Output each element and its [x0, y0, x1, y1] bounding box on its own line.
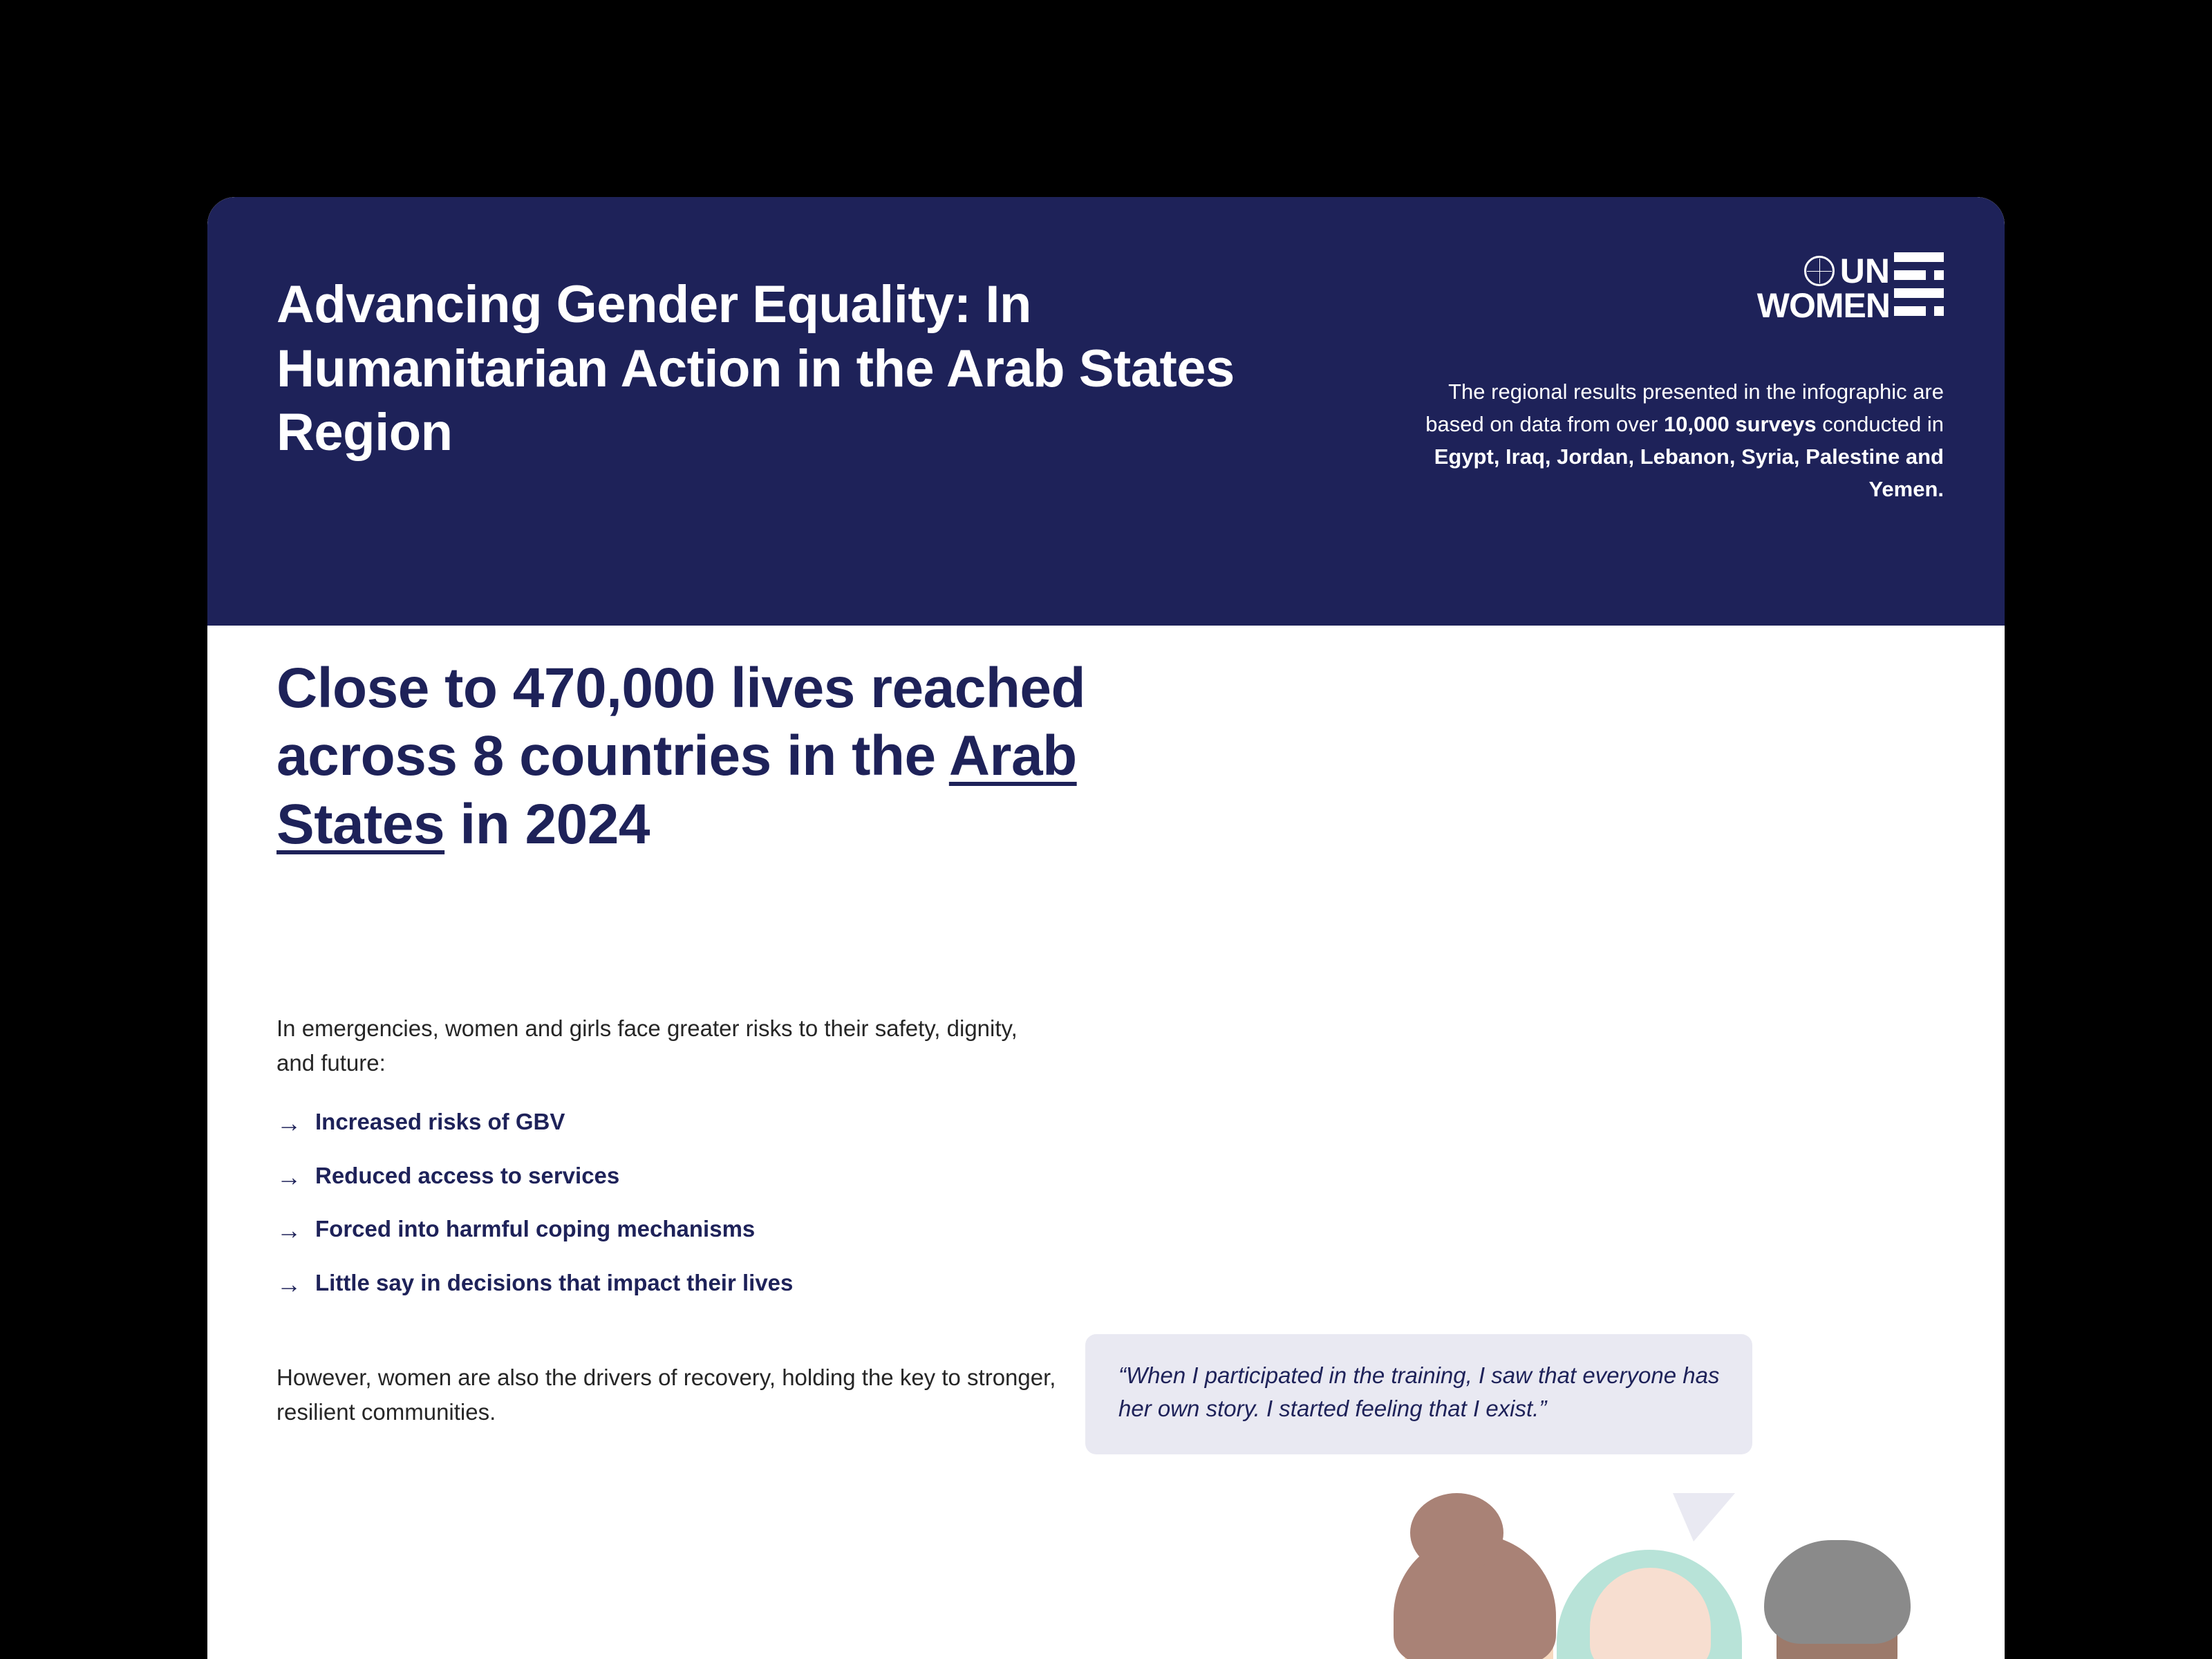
quote-text: “When I participated in the training, I saw that everyone has her own story. I started feeling that I exist.” — [1118, 1362, 1720, 1422]
header-note-bold1: 10,000 surveys — [1663, 412, 1817, 437]
header-note-part2: conducted in — [1816, 412, 1944, 437]
arrow-right-icon: → — [276, 1109, 301, 1137]
figure-grey-hair-hair — [1764, 1540, 1911, 1644]
logo-un-text: UN — [1839, 252, 1890, 290]
page-title: Advancing Gender Equality: In Humanitarian Action in the Arab States Region — [276, 275, 1235, 462]
headline-underlined: Arab States — [276, 724, 1077, 856]
un-women-logo — [1667, 252, 1944, 339]
list-item — [276, 1271, 1106, 1298]
logo-un-row — [1804, 254, 1890, 288]
list-item-label: Reduced access to services — [315, 1162, 620, 1188]
list-item — [276, 1163, 1106, 1191]
closing-text: However, women are also the drivers of recovery, holding the key to stronger, resilient communities. — [276, 1365, 1056, 1425]
arrow-right-icon: → — [276, 1162, 301, 1191]
main-headline — [276, 655, 1106, 859]
un-women-mark-icon — [1894, 252, 1944, 319]
header-note-bold2: Egypt, Iraq, Jordan, Lebanon, Syria, Palestine and Yemen. — [1434, 444, 1944, 502]
illustration-group-of-women-and-girls — [1300, 1486, 2005, 1659]
risk-bullet-list — [276, 1109, 1106, 1324]
headline-part1: Close to 470,000 lives reached across 8 countries in the — [276, 657, 1086, 788]
figure-bun-hair-bun — [1410, 1493, 1503, 1573]
header-note-part1: The regional results presented in the infographic are based on data from over — [1425, 379, 1944, 437]
headline-part2: in 2024 — [444, 792, 650, 856]
arrow-right-icon: → — [276, 1269, 301, 1298]
list-item — [276, 1109, 1106, 1137]
list-item-label: Increased risks of GBV — [315, 1109, 565, 1134]
intro-text: In emergencies, women and girls face greater risks to their safety, dignity, and future: — [276, 1015, 1018, 1076]
list-item-label: Little say in decisions that impact their lives — [315, 1269, 794, 1295]
main-content — [207, 626, 2005, 1659]
logo-women-text: WOMEN — [1756, 286, 1890, 325]
list-item-label: Forced into harmful coping mechanisms — [315, 1216, 756, 1242]
infographic-card — [207, 197, 2005, 1659]
arrow-right-icon: → — [276, 1216, 301, 1245]
header-band — [207, 197, 2005, 626]
header-note — [1391, 375, 1944, 505]
un-globe-icon — [1804, 256, 1835, 286]
list-item — [276, 1217, 1106, 1244]
quote-bubble — [1085, 1334, 1752, 1454]
